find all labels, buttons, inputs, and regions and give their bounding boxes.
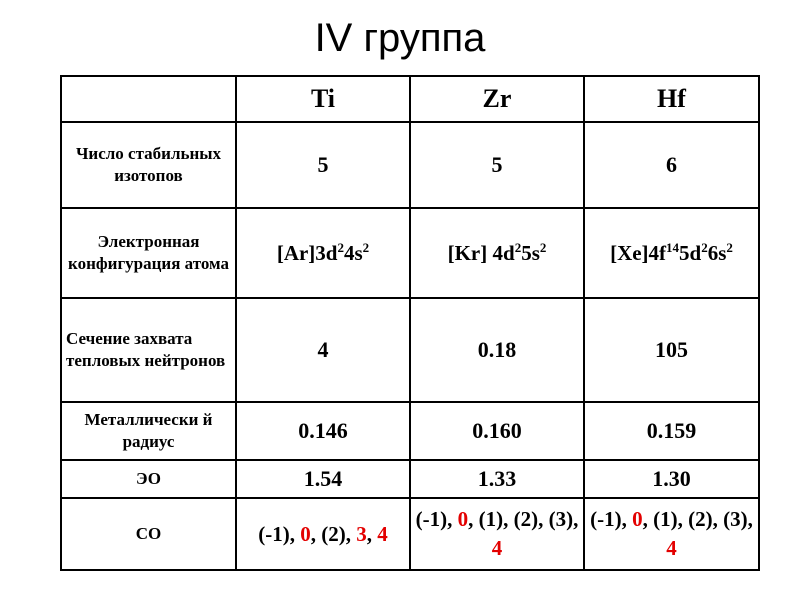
row-label-co: СО [61, 498, 236, 570]
co-ti: (-1), 0, (2), 3, 4 [236, 498, 410, 570]
row-label-eo: ЭО [61, 460, 236, 498]
radius-zr: 0.160 [410, 402, 584, 460]
table-row-radius [61, 402, 759, 460]
isotopes-zr: 5 [410, 122, 584, 208]
slide-title: IV группа [314, 16, 486, 60]
cross-section-hf: 105 [584, 298, 759, 402]
table-row-cross-section [61, 298, 759, 402]
row-label-config: Электронная конфигурация атома [61, 208, 236, 298]
table-row-eo [61, 460, 759, 498]
eo-ti: 1.54 [236, 460, 410, 498]
cross-section-zr: 0.18 [410, 298, 584, 402]
config-zr: [Kr] $4d^25s^2$ [410, 208, 584, 298]
row-label-cross-section: Сечение захвата тепловых нейтронов [61, 298, 236, 402]
eo-hf: 1.30 [584, 460, 759, 498]
isotopes-hf: 6 [584, 122, 759, 208]
eo-zr: 1.33 [410, 460, 584, 498]
element-header-ti: Ti [236, 76, 410, 122]
isotopes-ti: 5 [236, 122, 410, 208]
cross-section-ti: 4 [236, 298, 410, 402]
co-hf: (-1), 0, (1), (2), (3), 4 [584, 498, 759, 570]
co-zr: (-1), 0, (1), (2), (3), 4 [410, 498, 584, 570]
config-hf: $[Xe]4f^{14}5d^26s^2$ [584, 208, 759, 298]
properties-table [60, 75, 760, 571]
corner-cell [61, 76, 236, 122]
element-header-zr: Zr [410, 76, 584, 122]
radius-ti: 0.146 [236, 402, 410, 460]
table-row-co [61, 498, 759, 570]
table-header-row [61, 76, 759, 122]
radius-hf: 0.159 [584, 402, 759, 460]
row-label-radius: Металлически й радиус [61, 402, 236, 460]
row-label-isotopes: Число стабильных изотопов [61, 122, 236, 208]
table-row-isotopes [61, 122, 759, 208]
table-row-config [61, 208, 759, 298]
config-ti: $[Ar]3d^24s^2$ [236, 208, 410, 298]
element-header-hf: Hf [584, 76, 759, 122]
